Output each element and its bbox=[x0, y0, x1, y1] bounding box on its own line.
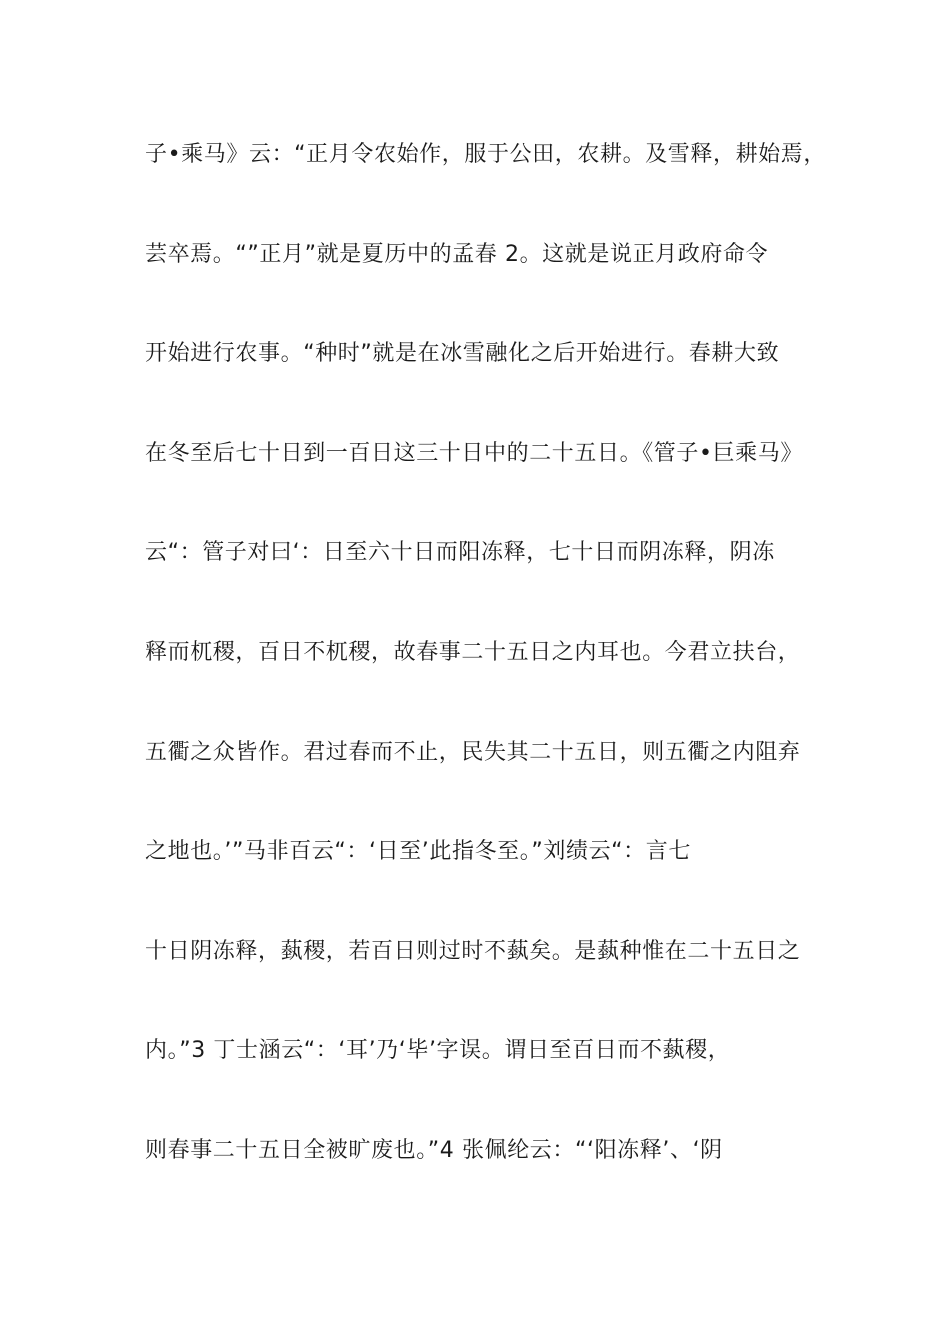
text-line: 之地也。’”马非百云“：‘日至’此指冬至。”刘绩云“：言七 bbox=[145, 839, 691, 865]
text-line: 释而杌稷，百日不杌稷，故春事二十五日之内耳也。今君立扶台， bbox=[145, 639, 801, 665]
text-line: 内。”3 丁士涵云“：‘耳’乃‘毕’字误。谓日至百日而不蓺稷， bbox=[145, 1038, 731, 1064]
text-line: 芸卒焉。“”正月”就是夏历中的孟春 2。这就是说正月政府命令 bbox=[145, 241, 769, 267]
text-line: 则春事二十五日全被旷废也。”4 张佩纶云：“‘阳冻释’、‘阴 bbox=[145, 1137, 723, 1163]
text-line: 子•乘马》云：“正月令农始作，服于公田，农耕。及雪释，耕始焉， bbox=[145, 142, 826, 167]
text-line: 开始进行农事。“种时”就是在冰雪融化之后开始进行。春耕大致 bbox=[145, 341, 780, 367]
text-line: 五衢之众皆作。君过春而不止，民失其二十五日，则五衢之内阻弃 bbox=[145, 739, 801, 765]
body-text bbox=[145, 130, 835, 1226]
text-line: 云“：管子对曰‘：日至六十日而阳冻释，七十日而阴冻释，阴冻 bbox=[145, 540, 775, 566]
text-line: 十日阴冻释，蓺稷，若百日则过时不蓺矣。是蓺种惟在二十五日之 bbox=[145, 938, 801, 964]
text-line: 在冬至后七十日到一百日这三十日中的二十五日。《管子•巨乘马》 bbox=[145, 440, 803, 466]
